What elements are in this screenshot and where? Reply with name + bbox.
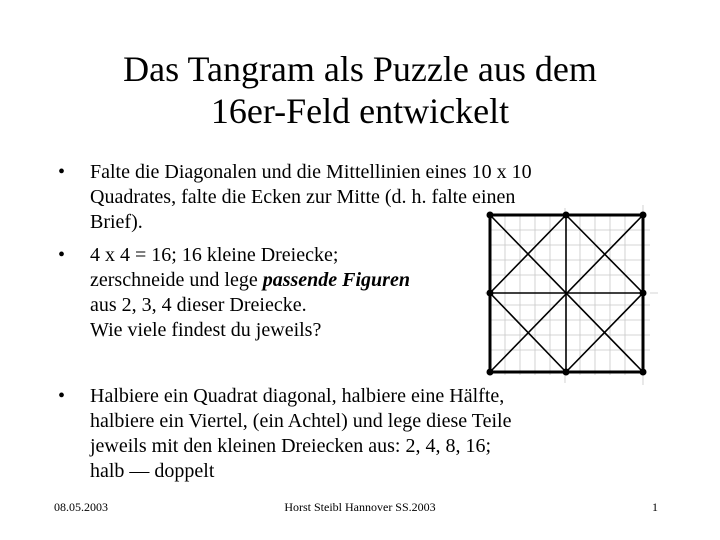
bullet-line: Brief). [90,211,143,233]
footer-date: 08.05.2003 [54,500,108,514]
bullet-line: Wie viele findest du jeweils? [90,319,322,341]
bullet-marker: • [58,244,66,266]
bullet-marker: • [58,161,66,183]
grid-fine-lines [485,205,658,385]
bullet-line: 4 x 4 = 16; 16 kleine Dreiecke; [90,244,339,266]
bullet-line-prefix: zerschneide und lege [90,269,263,291]
fold-lines [490,215,643,372]
bullet-marker: • [58,385,66,407]
emphasis-text: passende Figuren [262,269,410,291]
title-line-1: Das Tangram als Puzzle aus dem [123,49,597,89]
bullet-line: halbiere ein Viertel, (ein Achtel) und lege diese Teile [90,410,512,432]
bullet-line: aus 2, 3, 4 dieser Dreiecke. [90,294,307,316]
bullet-line-mixed [90,268,410,293]
bullet-line: Falte die Diagonalen und die Mittellinien eines 10 x 10 [90,161,532,183]
bullet-line: halb –– doppelt [90,460,215,482]
footer-page-number: 1 [652,500,658,514]
tangram-grid-diagram [480,205,660,385]
bullet-line: Halbiere ein Quadrat diagonal, halbiere eine Hälfte, [90,385,505,407]
title-line-2: 16er-Feld entwickelt [210,91,510,131]
bullet-line: Quadrates, falte die Ecken zur Mitte (d. h. falte einen [90,186,516,208]
bullet-line: jeweils mit den kleinen Dreiecken aus: 2, 4, 8, 16; [90,435,492,457]
footer-author: Horst Steibl Hannover SS.2003 [284,500,436,514]
slide-title [0,48,720,132]
